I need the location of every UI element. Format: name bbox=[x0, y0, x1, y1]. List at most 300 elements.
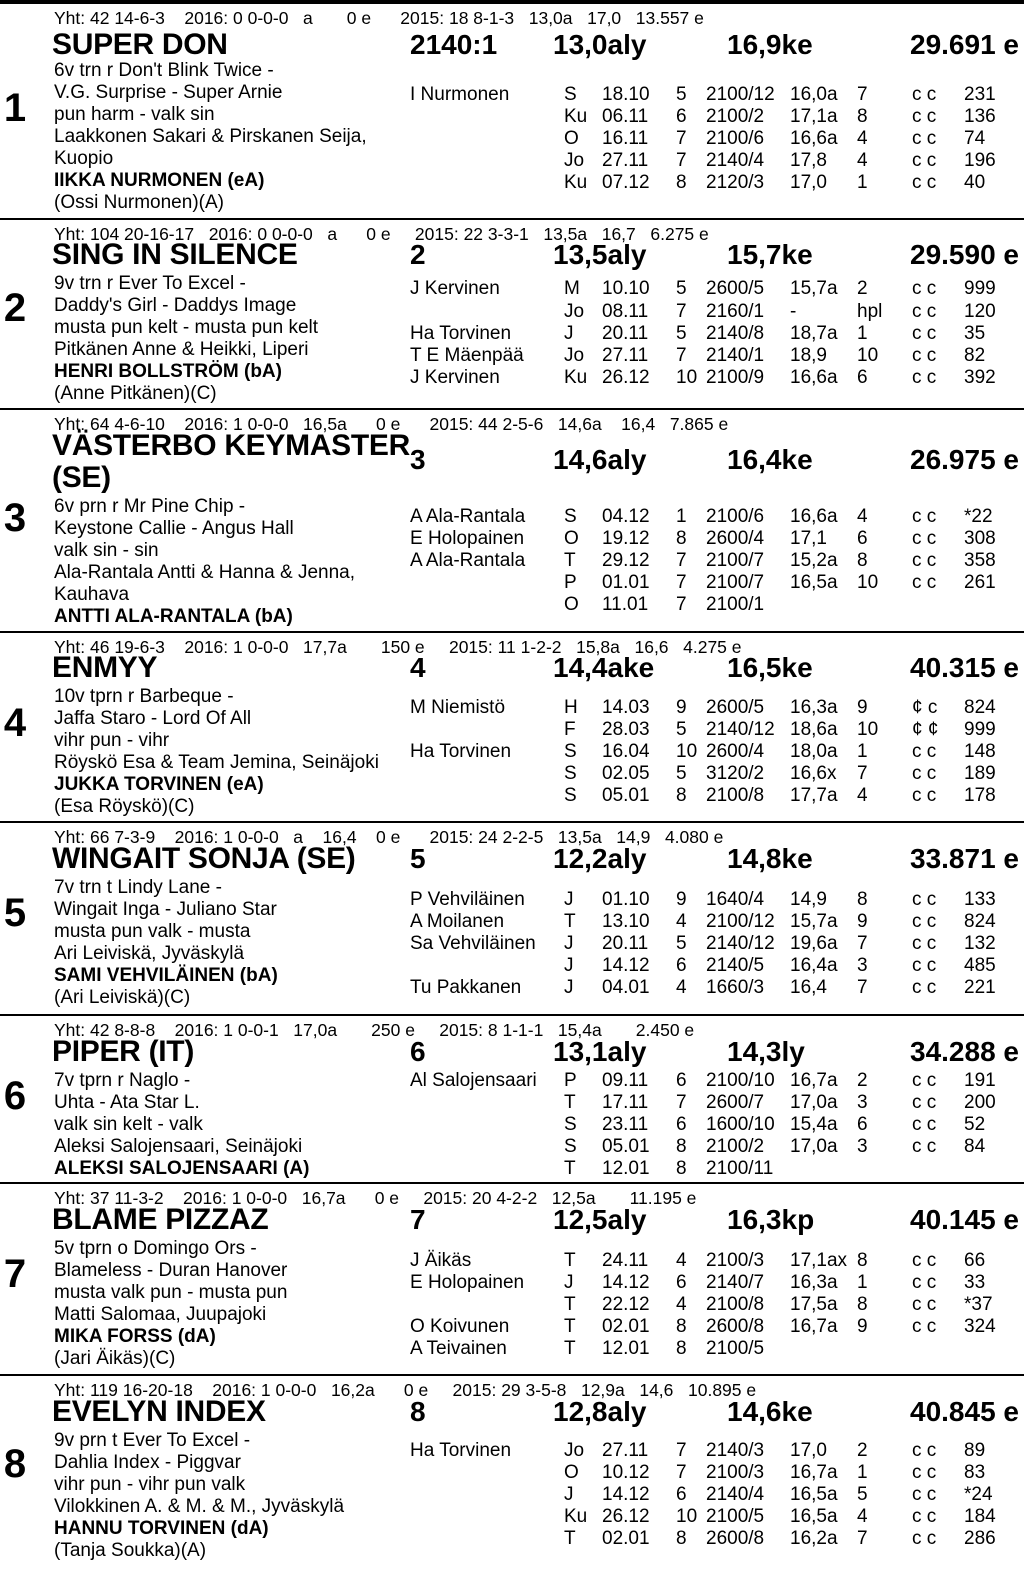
start-time: 16,7a bbox=[790, 1070, 838, 1091]
start-time: 14,9 bbox=[790, 889, 827, 910]
start-distance: 2600/7 bbox=[706, 1092, 765, 1113]
start-time: 17,1 bbox=[790, 528, 827, 549]
start-post: 7 bbox=[676, 594, 687, 615]
start-placing: 3 bbox=[857, 955, 868, 976]
driver-name: ALEKSI SALOJENSAARI (A) bbox=[54, 1158, 310, 1179]
start-time: 16,4 bbox=[790, 977, 827, 998]
start-distance: 2100/11 bbox=[706, 1158, 774, 1179]
start-post: 8 bbox=[676, 528, 687, 549]
start-post: 5 bbox=[676, 933, 687, 954]
start-date: 05.01 bbox=[602, 1136, 650, 1157]
start-odds: 189 bbox=[964, 763, 996, 784]
start-note: ¢ c bbox=[912, 697, 938, 718]
start-driver: J Kervinen bbox=[410, 367, 500, 388]
start-post: 5 bbox=[676, 323, 687, 344]
trainer-name: (Ari Leiviskä)(C) bbox=[54, 987, 191, 1008]
start-row bbox=[410, 933, 1010, 955]
start-note: c c bbox=[912, 172, 937, 193]
start-date: 19.12 bbox=[602, 528, 650, 549]
start-date: 12.01 bbox=[602, 1338, 650, 1359]
start-distance: 2140/8 bbox=[706, 323, 765, 344]
start-placing: 4 bbox=[857, 1506, 868, 1527]
horse-info bbox=[54, 60, 367, 214]
info-line: Aleksi Salojensaari, Seinäjoki bbox=[54, 1136, 303, 1157]
start-row bbox=[410, 1294, 1010, 1316]
horse-name bbox=[52, 430, 410, 494]
start-distance: 2160/1 bbox=[706, 301, 765, 322]
start-row bbox=[410, 367, 1010, 389]
start-track: Ku bbox=[564, 367, 588, 388]
info-line: Jaffa Staro - Lord Of All bbox=[54, 708, 252, 729]
start-distance: 2100/2 bbox=[706, 1136, 765, 1157]
entry-number: 1 bbox=[3, 86, 27, 130]
start-date: 09.11 bbox=[602, 1070, 649, 1091]
start-time: 17,8 bbox=[790, 150, 827, 171]
start-note: c c bbox=[912, 301, 937, 322]
trainer-name: (Esa Röyskö)(C) bbox=[54, 796, 195, 817]
start-date: 14.12 bbox=[602, 1272, 650, 1293]
start-placing: 9 bbox=[857, 697, 868, 718]
start-placing: 7 bbox=[857, 1528, 868, 1549]
horse-name bbox=[52, 1036, 194, 1068]
start-driver: A Teivainen bbox=[410, 1338, 507, 1359]
start-note: c c bbox=[912, 1440, 937, 1461]
start-date: 14.12 bbox=[602, 1484, 650, 1505]
info-line: pun harm - valk sin bbox=[54, 104, 215, 125]
start-date: 04.12 bbox=[602, 506, 650, 527]
start-time: 18,9 bbox=[790, 345, 827, 366]
info-line: Ari Leiviskä, Jyväskylä bbox=[54, 943, 245, 964]
start-time: 17,0a bbox=[790, 1092, 838, 1113]
start-time: 18,0a bbox=[790, 741, 838, 762]
start-odds: 178 bbox=[964, 785, 996, 806]
entry-number: 4 bbox=[3, 701, 27, 745]
horse-info bbox=[54, 273, 318, 405]
start-date: 04.01 bbox=[602, 977, 650, 998]
start-odds: 358 bbox=[964, 550, 996, 571]
start-note: c c bbox=[912, 550, 937, 571]
start-placing: 10 bbox=[857, 719, 879, 740]
start-distance: 2140/1 bbox=[706, 345, 765, 366]
start-row bbox=[410, 785, 1010, 807]
best-time: 12,2aly bbox=[553, 843, 647, 874]
start-odds: 74 bbox=[964, 128, 986, 149]
start-odds: 82 bbox=[964, 345, 986, 366]
best-time: 13,1aly bbox=[553, 1036, 647, 1067]
race-entry bbox=[0, 633, 1024, 823]
info-line: Röyskö Esa & Team Jemina, Seinäjoki bbox=[54, 752, 379, 773]
start-date: 02.01 bbox=[602, 1528, 650, 1549]
start-row bbox=[410, 1506, 1010, 1528]
start-distance: 2140/7 bbox=[706, 1272, 765, 1293]
start-date: 16.04 bbox=[602, 741, 650, 762]
start-post: 5 bbox=[676, 719, 687, 740]
start-track: O bbox=[564, 528, 579, 549]
start-odds: 286 bbox=[964, 1528, 996, 1549]
start-distance: 2140/3 bbox=[706, 1440, 765, 1461]
start-post: 8 bbox=[676, 1528, 687, 1549]
start-row bbox=[410, 528, 1010, 550]
start-odds: 83 bbox=[964, 1462, 986, 1483]
start-time: 15,7a bbox=[790, 278, 838, 299]
start-placing: 1 bbox=[857, 172, 868, 193]
start-track: T bbox=[564, 911, 576, 932]
start-placing: 8 bbox=[857, 1250, 868, 1271]
start-track: J bbox=[564, 323, 574, 344]
start-time: 16,3a bbox=[790, 1272, 838, 1293]
start-odds: 84 bbox=[964, 1136, 986, 1157]
best-time: 12,8aly bbox=[553, 1396, 647, 1427]
start-time: 16,6x bbox=[790, 763, 837, 784]
start-post: 5 bbox=[676, 84, 687, 105]
start-note: c c bbox=[912, 345, 937, 366]
start-row bbox=[410, 1136, 1010, 1158]
career-stats: Yht: 46 19-6-3 2016: 1 0-0-0 17,7a 150 e 2015: 11 1-2-2 15,8a 16,6 4.275 e bbox=[54, 637, 742, 657]
start-post: 8 bbox=[676, 1316, 687, 1337]
trainer-name: (Tanja Soukka)(A) bbox=[54, 1540, 207, 1561]
horse-name bbox=[52, 1396, 266, 1428]
start-distance: 2100/1 bbox=[706, 594, 765, 615]
start-track: S bbox=[564, 763, 577, 784]
info-line: 9v trn r Ever To Excel - bbox=[54, 273, 246, 294]
start-track: T bbox=[564, 1294, 576, 1315]
start-distance: 2100/3 bbox=[706, 1462, 765, 1483]
start-odds: 485 bbox=[964, 955, 996, 976]
start-track: Ku bbox=[564, 172, 588, 193]
start-post: 5 bbox=[676, 763, 687, 784]
start-odds: *37 bbox=[964, 1294, 993, 1315]
start-distance: 2100/3 bbox=[706, 1250, 765, 1271]
start-post: 4 bbox=[676, 1294, 687, 1315]
start-time: 15,2a bbox=[790, 550, 838, 571]
info-line: Kauhava bbox=[54, 584, 130, 605]
driver-name: HANNU TORVINEN (dA) bbox=[54, 1518, 269, 1539]
horse-name bbox=[52, 29, 228, 61]
start-driver: A Ala-Rantala bbox=[410, 550, 526, 571]
start-distance: 3120/2 bbox=[706, 763, 765, 784]
start-time: 16,7a bbox=[790, 1316, 838, 1337]
start-note: c c bbox=[912, 1250, 937, 1271]
driver-name: MIKA FORSS (dA) bbox=[54, 1326, 216, 1347]
info-line: musta pun kelt - musta pun kelt bbox=[54, 317, 319, 338]
horse-info bbox=[54, 877, 278, 1009]
info-line: vihr pun - vihr bbox=[54, 730, 170, 751]
race-entry bbox=[0, 1016, 1024, 1184]
info-line: Keystone Callie - Angus Hall bbox=[54, 518, 294, 539]
start-distance: 2100/8 bbox=[706, 1294, 765, 1315]
start-row bbox=[410, 697, 1010, 719]
start-driver: M Niemistö bbox=[410, 697, 506, 718]
start-note: c c bbox=[912, 1272, 937, 1293]
info-line: 6v prn r Mr Pine Chip - bbox=[54, 496, 246, 517]
start-placing: 10 bbox=[857, 345, 879, 366]
start-placing: 7 bbox=[857, 84, 868, 105]
start-row bbox=[410, 1484, 1010, 1506]
start-time: 19,6a bbox=[790, 933, 838, 954]
start-row bbox=[410, 323, 1010, 345]
start-post: 10 bbox=[676, 1506, 698, 1527]
start-note: c c bbox=[912, 84, 937, 105]
info-line: 10v tprn r Barbeque - bbox=[54, 686, 234, 707]
start-placing: 9 bbox=[857, 911, 868, 932]
start-distance: 2100/6 bbox=[706, 506, 765, 527]
start-distance: 2100/7 bbox=[706, 572, 765, 593]
driver-name: SAMI VEHVILÄINEN (bA) bbox=[54, 965, 278, 986]
start-driver: E Holopainen bbox=[410, 528, 525, 549]
start-note: c c bbox=[912, 1092, 937, 1113]
start-distance: 2140/12 bbox=[706, 719, 775, 740]
start-track: T bbox=[564, 1338, 576, 1359]
info-line: Daddy's Girl - Daddys Image bbox=[54, 295, 297, 316]
start-distance: 1640/4 bbox=[706, 889, 765, 910]
race-entry bbox=[0, 220, 1024, 410]
start-note: c c bbox=[912, 911, 937, 932]
entry-number: 8 bbox=[3, 1442, 27, 1486]
start-note: c c bbox=[912, 278, 937, 299]
start-post: 6 bbox=[676, 1070, 687, 1091]
info-line: 7v tprn r Naglo - bbox=[54, 1070, 191, 1091]
best-time-2: 16,3kp bbox=[727, 1204, 815, 1235]
info-line: musta valk pun - musta pun bbox=[54, 1282, 288, 1303]
start-odds: 66 bbox=[964, 1250, 986, 1271]
start-placing: 4 bbox=[857, 785, 868, 806]
start-post: 7 bbox=[676, 1092, 687, 1113]
info-line: 9v prn t Ever To Excel - bbox=[54, 1430, 251, 1451]
start-date: 18.10 bbox=[602, 84, 650, 105]
start-date: 23.11 bbox=[602, 1114, 649, 1135]
start-row bbox=[410, 128, 1010, 150]
start-row bbox=[410, 719, 1010, 741]
trainer-name: (Anne Pitkänen)(C) bbox=[54, 383, 217, 404]
horse-info bbox=[54, 1070, 309, 1180]
start-distance: 2120/3 bbox=[706, 172, 765, 193]
horse-info bbox=[54, 496, 355, 628]
start-placing: 4 bbox=[857, 128, 868, 149]
start-driver: J Kervinen bbox=[410, 278, 500, 299]
start-date: 20.11 bbox=[602, 933, 649, 954]
start-odds: 999 bbox=[964, 278, 996, 299]
career-stats: Yht: 66 7-3-9 2016: 1 0-0-0 a 16,4 0 e 2015: 24 2-2-5 13,5a 14,9 4.080 e bbox=[54, 827, 724, 847]
start-track: Jo bbox=[564, 301, 585, 322]
start-date: 16.11 bbox=[602, 128, 649, 149]
best-time: 12,5aly bbox=[553, 1204, 647, 1235]
start-driver: J Äikäs bbox=[410, 1250, 472, 1271]
start-date: 29.12 bbox=[602, 550, 650, 571]
start-odds: 136 bbox=[964, 106, 996, 127]
start-note: c c bbox=[912, 933, 937, 954]
start-track: T bbox=[564, 1092, 576, 1113]
start-placing: 6 bbox=[857, 367, 868, 388]
start-note: ¢ ¢ bbox=[912, 719, 939, 740]
start-note: c c bbox=[912, 1506, 937, 1527]
earnings: 33.871 e bbox=[910, 843, 1019, 874]
start-date: 27.11 bbox=[602, 345, 649, 366]
start-distance: 2100/6 bbox=[706, 128, 765, 149]
start-placing: 2 bbox=[857, 1070, 868, 1091]
start-post: 4 bbox=[676, 911, 687, 932]
race-entry bbox=[0, 823, 1024, 1016]
start-note: c c bbox=[912, 528, 937, 549]
info-line: V.G. Surprise - Super Arnie bbox=[54, 82, 283, 103]
start-row bbox=[410, 1092, 1010, 1114]
start-time: 16,4a bbox=[790, 955, 838, 976]
start-distance: 2140/4 bbox=[706, 1484, 765, 1505]
driver-name: IIKKA NURMONEN (eA) bbox=[54, 170, 265, 191]
start-row bbox=[410, 594, 1010, 616]
start-driver: Al Salojensaari bbox=[410, 1070, 537, 1091]
start-track: Ku bbox=[564, 1506, 588, 1527]
start-driver: Sa Vehviläinen bbox=[410, 933, 536, 954]
start-date: 20.11 bbox=[602, 323, 649, 344]
start-date: 12.01 bbox=[602, 1158, 650, 1179]
start-odds: 40 bbox=[964, 172, 986, 193]
start-odds: 33 bbox=[964, 1272, 986, 1293]
info-line: 5v tprn o Domingo Ors - bbox=[54, 1238, 257, 1259]
start-date: 10.10 bbox=[602, 278, 650, 299]
record: 4 bbox=[410, 652, 426, 683]
driver-name: ANTTI ALA-RANTALA (bA) bbox=[54, 606, 293, 627]
start-placing: hpl bbox=[857, 301, 883, 322]
start-date: 24.11 bbox=[602, 1250, 649, 1271]
start-date: 10.12 bbox=[602, 1462, 650, 1483]
horse-name-line: SUPER DON bbox=[52, 28, 228, 61]
start-post: 7 bbox=[676, 1462, 687, 1483]
start-track: T bbox=[564, 550, 576, 571]
start-row bbox=[410, 106, 1010, 128]
start-post: 1 bbox=[676, 506, 687, 527]
horse-name-line: WINGAIT SONJA (SE) bbox=[52, 842, 356, 875]
start-note: c c bbox=[912, 572, 937, 593]
best-time-2: 14,8ke bbox=[727, 843, 813, 874]
start-post: 6 bbox=[676, 955, 687, 976]
start-distance: 2100/12 bbox=[706, 911, 775, 932]
start-driver: O Koivunen bbox=[410, 1316, 510, 1337]
start-placing: 1 bbox=[857, 1272, 868, 1293]
start-date: 06.11 bbox=[602, 106, 649, 127]
start-track: J bbox=[564, 889, 574, 910]
start-note: c c bbox=[912, 1136, 937, 1157]
start-post: 7 bbox=[676, 572, 687, 593]
horse-name bbox=[52, 1204, 268, 1236]
start-row bbox=[410, 1440, 1010, 1462]
info-line: Matti Salomaa, Juupajoki bbox=[54, 1304, 267, 1325]
start-track: P bbox=[564, 572, 577, 593]
start-row bbox=[410, 1462, 1010, 1484]
start-time: 16,3a bbox=[790, 697, 838, 718]
start-odds: 392 bbox=[964, 367, 996, 388]
start-track: J bbox=[564, 933, 574, 954]
start-time: 16,6a bbox=[790, 367, 838, 388]
best-time: 14,4ake bbox=[553, 652, 655, 683]
start-row bbox=[410, 301, 1010, 323]
start-date: 11.01 bbox=[602, 594, 649, 615]
best-time-2: 16,5ke bbox=[727, 652, 813, 683]
start-row bbox=[410, 763, 1010, 785]
start-placing: 8 bbox=[857, 550, 868, 571]
start-odds: 999 bbox=[964, 719, 996, 740]
start-time: 16,7a bbox=[790, 1462, 838, 1483]
earnings: 40.145 e bbox=[910, 1204, 1019, 1235]
start-time: 16,6a bbox=[790, 506, 838, 527]
start-track: S bbox=[564, 1136, 577, 1157]
start-track: T bbox=[564, 1528, 576, 1549]
entry-number: 5 bbox=[3, 891, 27, 935]
start-post: 4 bbox=[676, 977, 687, 998]
start-time: 17,1a bbox=[790, 106, 838, 127]
start-odds: 200 bbox=[964, 1092, 996, 1113]
trainer-name: (Jari Äikäs)(C) bbox=[54, 1348, 176, 1369]
horse-name-line: SING IN SILENCE bbox=[52, 238, 298, 271]
start-note: c c bbox=[912, 889, 937, 910]
start-odds: 221 bbox=[964, 977, 996, 998]
start-time: - bbox=[790, 301, 797, 322]
info-line: Dahlia Index - Piggvar bbox=[54, 1452, 241, 1473]
start-driver: E Holopainen bbox=[410, 1272, 525, 1293]
info-line: Ala-Rantala Antti & Hanna & Jenna, bbox=[54, 562, 356, 583]
start-track: Jo bbox=[564, 150, 585, 171]
info-line: musta pun valk - musta bbox=[54, 921, 251, 942]
start-date: 13.10 bbox=[602, 911, 650, 932]
career-stats: Yht: 42 8-8-8 2016: 1 0-0-1 17,0a 250 e 2015: 8 1-1-1 15,4a 2.450 e bbox=[54, 1020, 695, 1040]
start-odds: *24 bbox=[964, 1484, 993, 1505]
start-row bbox=[410, 977, 1010, 999]
start-track: F bbox=[564, 719, 576, 740]
start-row bbox=[410, 1070, 1010, 1092]
start-post: 5 bbox=[676, 278, 687, 299]
start-track: T bbox=[564, 1250, 576, 1271]
start-driver: P Vehviläinen bbox=[410, 889, 525, 910]
info-line: Vilokkinen A. & M. & M., Jyväskylä bbox=[54, 1496, 345, 1517]
start-post: 10 bbox=[676, 741, 698, 762]
start-row bbox=[410, 172, 1010, 194]
start-note: c c bbox=[912, 323, 937, 344]
start-note: c c bbox=[912, 150, 937, 171]
start-track: S bbox=[564, 741, 577, 762]
start-note: c c bbox=[912, 367, 937, 388]
start-post: 8 bbox=[676, 172, 687, 193]
start-post: 6 bbox=[676, 1114, 687, 1135]
start-track: J bbox=[564, 1484, 574, 1505]
start-time: 18,7a bbox=[790, 323, 838, 344]
start-date: 28.03 bbox=[602, 719, 650, 740]
info-line: 7v trn t Lindy Lane - bbox=[54, 877, 222, 898]
start-track: T bbox=[564, 1158, 576, 1179]
start-odds: 132 bbox=[964, 933, 996, 954]
info-line: Kuopio bbox=[54, 148, 114, 169]
start-odds: 184 bbox=[964, 1506, 996, 1527]
start-placing: 7 bbox=[857, 933, 868, 954]
best-time-2: 16,9ke bbox=[727, 29, 813, 60]
start-placing: 8 bbox=[857, 1294, 868, 1315]
start-row bbox=[410, 84, 1010, 106]
start-odds: 824 bbox=[964, 911, 996, 932]
start-note: c c bbox=[912, 1528, 937, 1549]
start-row bbox=[410, 506, 1010, 528]
best-time: 14,6aly bbox=[553, 444, 647, 475]
start-post: 6 bbox=[676, 1484, 687, 1505]
best-time-2: 14,3ly bbox=[727, 1036, 805, 1067]
start-time: 17,0a bbox=[790, 1136, 838, 1157]
start-date: 01.01 bbox=[602, 572, 650, 593]
start-distance: 2100/2 bbox=[706, 106, 765, 127]
start-distance: 2140/4 bbox=[706, 150, 765, 171]
record: 8 bbox=[410, 1396, 426, 1427]
start-odds: 148 bbox=[964, 741, 996, 762]
start-time: 16,0a bbox=[790, 84, 838, 105]
horse-name-line: EVELYN INDEX bbox=[52, 1395, 266, 1428]
start-track: S bbox=[564, 785, 577, 806]
start-row bbox=[410, 345, 1010, 367]
